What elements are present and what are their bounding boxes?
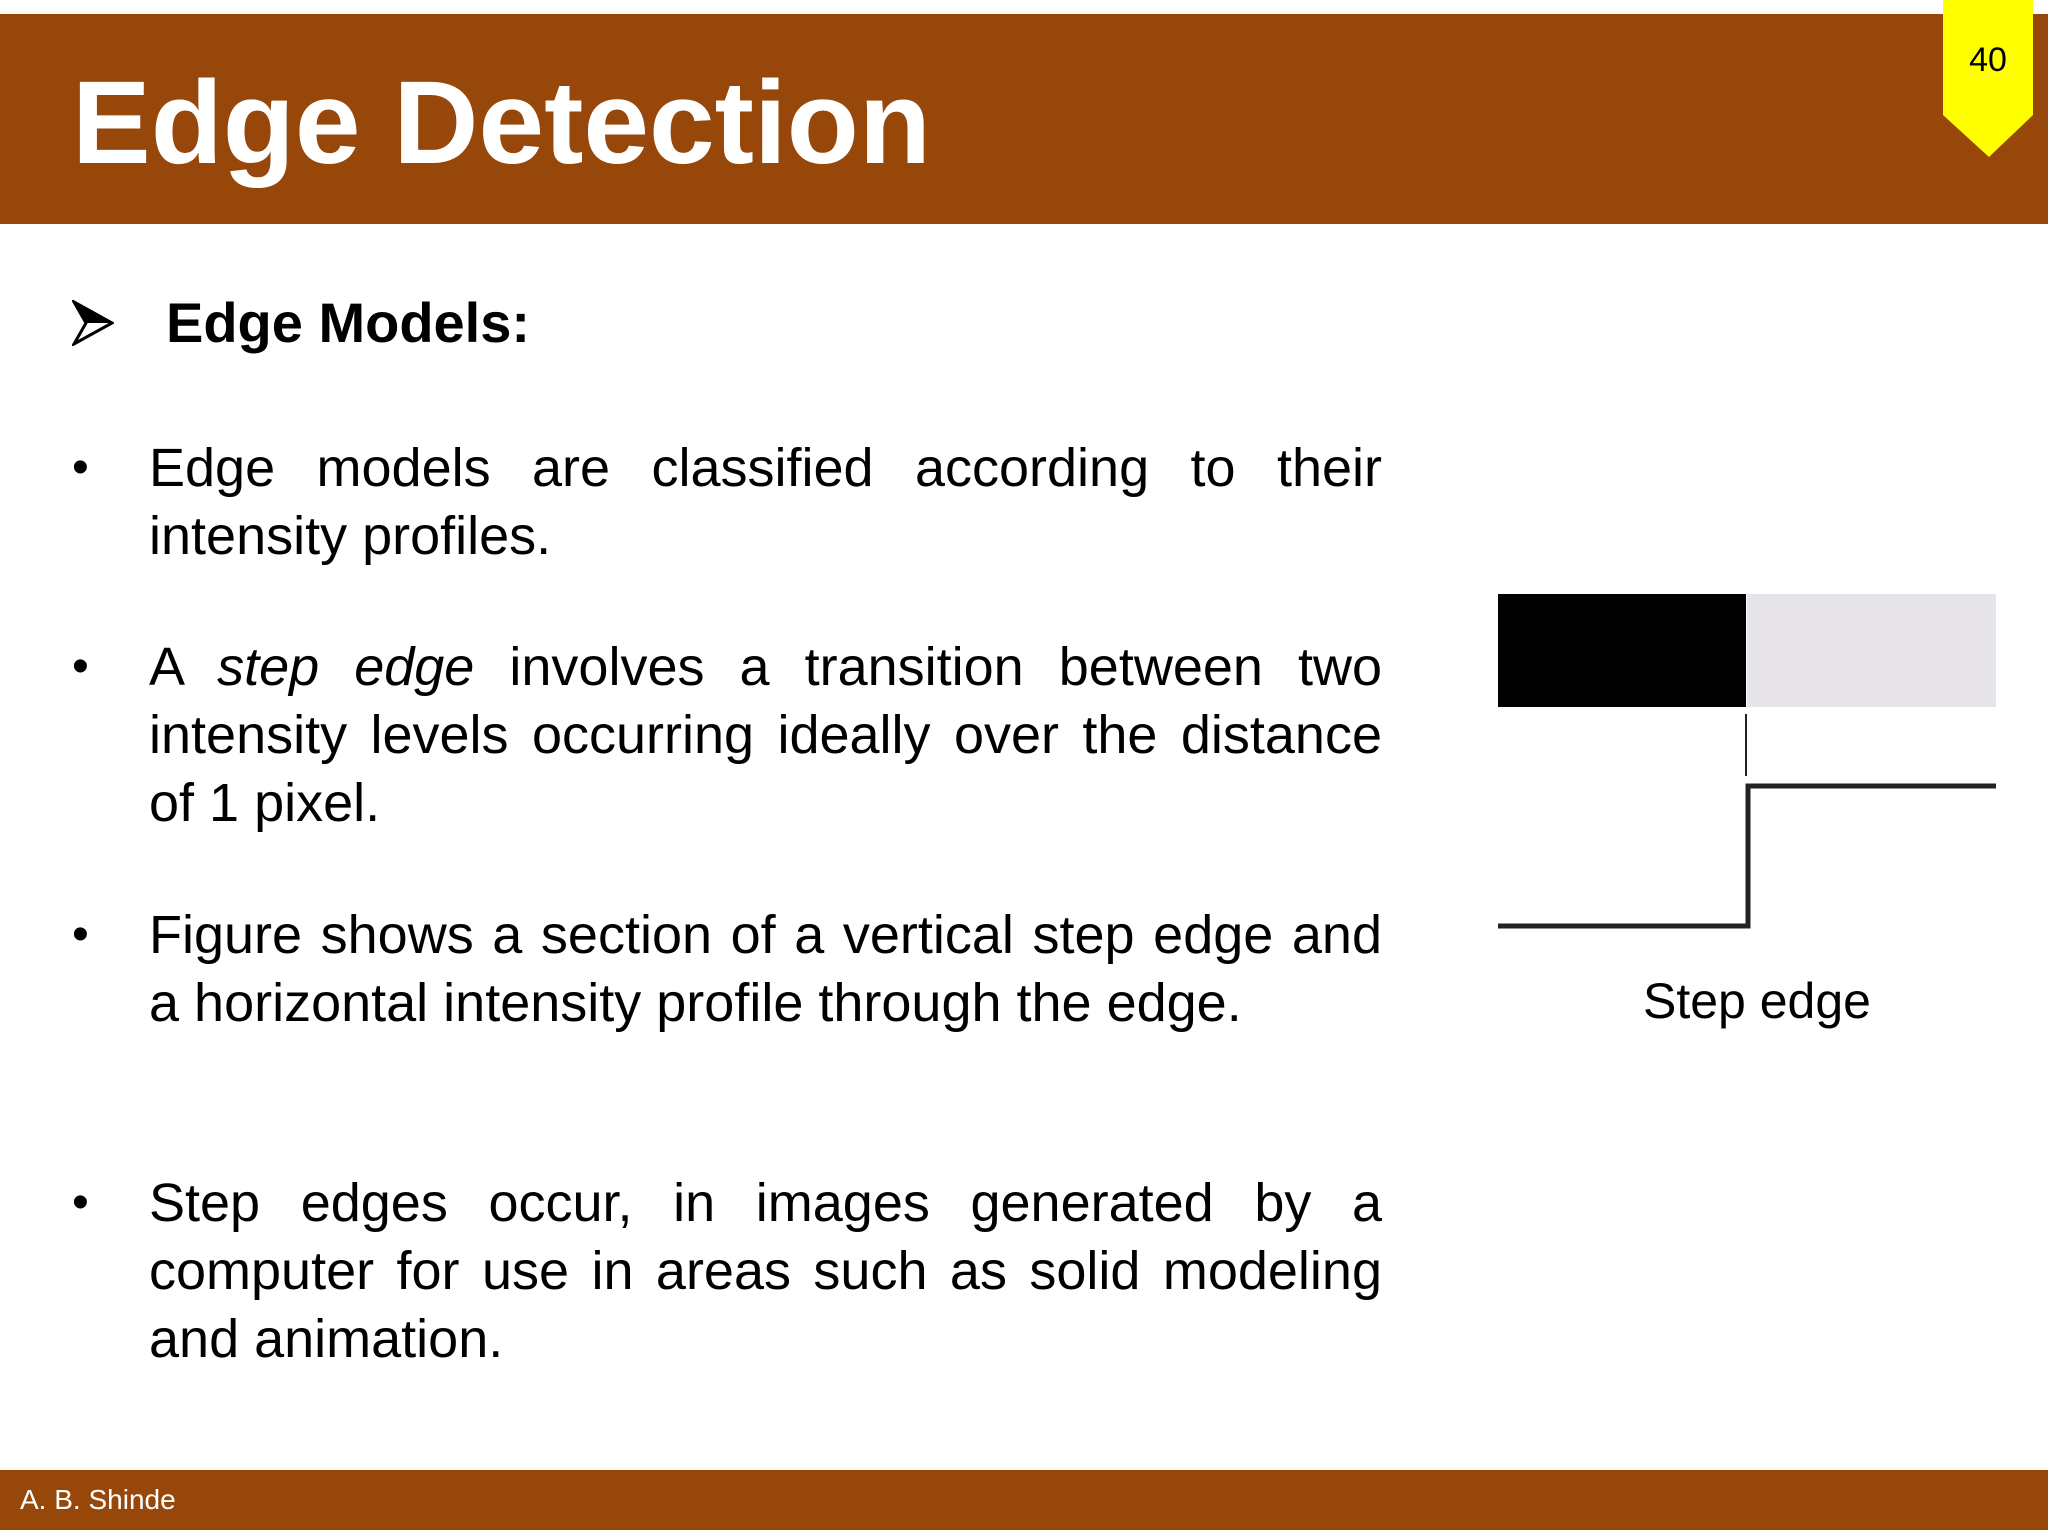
bullet-text [149, 633, 1382, 837]
bullet-text-suffix: involves a transition between two intensity levels occurring ideally over the distance of 1 pixel. [149, 637, 1382, 833]
bullet-text: Figure shows a section of a vertical step edge and a horizontal intensity profile through the edge. [149, 905, 1382, 1033]
light-region [1747, 594, 1996, 707]
bullet-dot-icon: • [72, 441, 89, 494]
intensity-profile-line [1498, 786, 1996, 926]
bullet-dot-icon: • [72, 640, 89, 693]
bullet-dot-icon: • [72, 908, 89, 961]
step-edge-diagram [1498, 594, 1996, 954]
bullet-text: Edge models are classified according to their intensity profiles. [149, 438, 1382, 566]
figure-caption: Step edge [1643, 973, 1871, 1029]
footer-author: A. B. Shinde [20, 1484, 176, 1515]
arrow-bullet-icon [72, 300, 114, 346]
footer-bar [0, 1470, 2048, 1530]
page-number: 40 [1969, 41, 2007, 79]
step-edge-figure [1498, 594, 1996, 954]
step-edge-term: step edge [217, 637, 475, 697]
section-heading-text: Edge Models: [166, 291, 531, 354]
bullet-text: Step edges occur, in images generated by a computer for use in areas such as solid modeling and animation. [149, 1173, 1382, 1369]
bullet-text-prefix: A [149, 637, 218, 697]
bullet-dot-icon: • [72, 1176, 89, 1229]
section-heading [72, 288, 530, 358]
dark-region [1498, 594, 1746, 707]
slide-title: Edge Detection [72, 57, 931, 189]
